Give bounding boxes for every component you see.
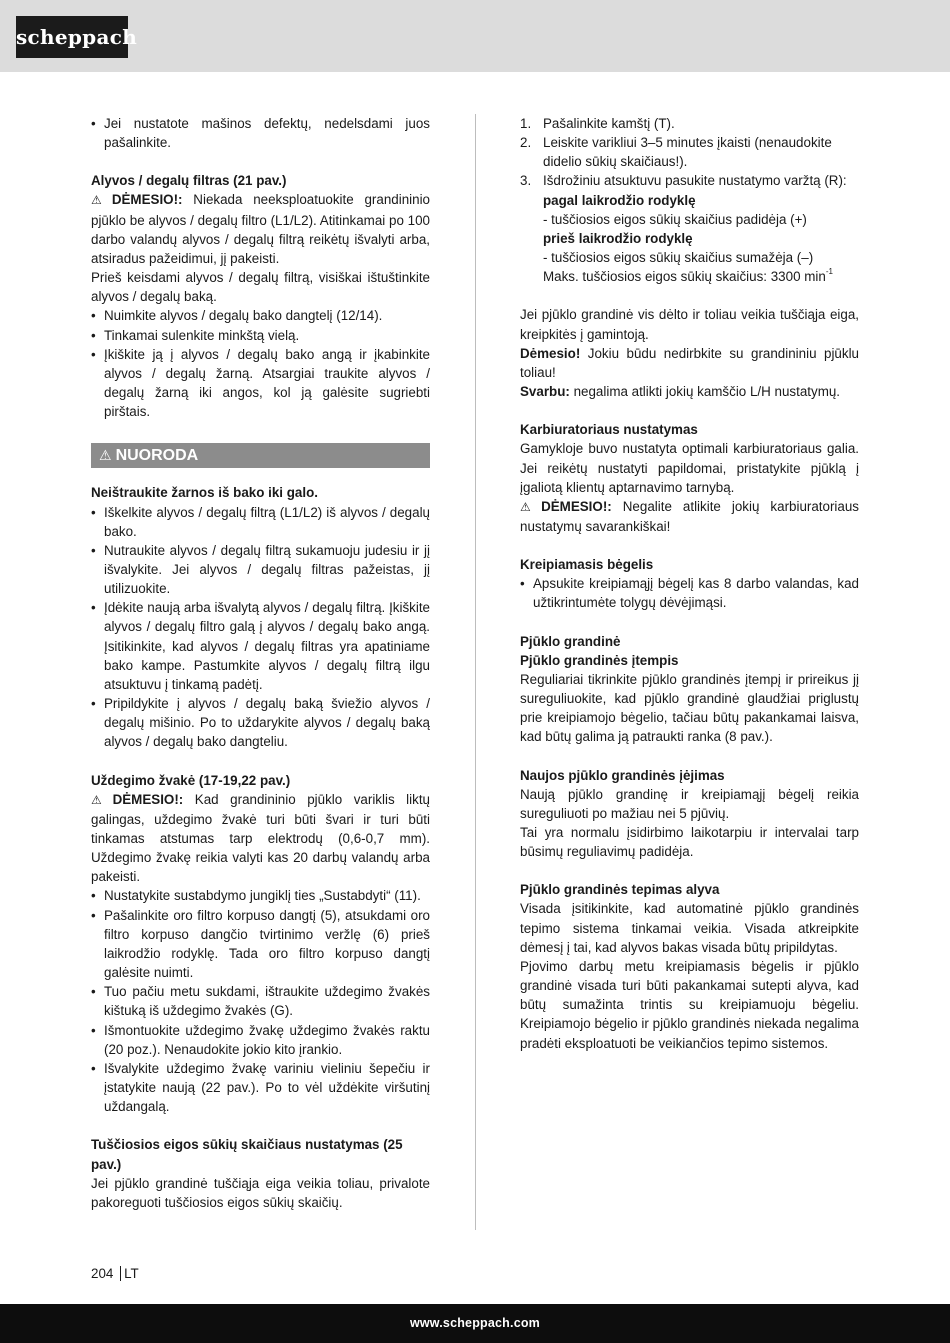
idle-heading: Tuščiosios eigos sūkių skaičiaus nustatymas (25 pav.) bbox=[91, 1137, 403, 1172]
column-divider bbox=[475, 114, 476, 1230]
new-chain-paragraph-1: Naują pjūklo grandinę ir kreipiamąjį bėgelį reikia sureguliuoti po mažiau nei 5 pjūvių. bbox=[520, 786, 859, 821]
notice-heading: Neištraukite žarnos iš bako iki galo. bbox=[91, 485, 318, 501]
step-item: 3. Išdrožiniu atsuktuvu pasukite nustatymo varžtą (R): pagal laikrodžio rodyklę - tuščiosios eigos sūkių skaičius padidėja (+) prieš laikrodžio rodyklę - tuščiosios eigos sūkių skaičius sumažėja (–) Maks. tuščiosios eigos sūkių skaičius: 3300 $\min^{-1}$ bbox=[520, 171, 859, 286]
intro-bullet: • Jei nustatote mašinos defektų, nedelsdami juos pašalinkite. bbox=[91, 114, 430, 152]
notice-box: ⚠ NUORODA bbox=[91, 443, 430, 468]
important-paragraph: Svarbu: negalima atlikti jokių kamščio L/H nustatymų. bbox=[520, 384, 841, 400]
carb-warning-label: ⚠ DĖMESIO!: bbox=[520, 498, 612, 514]
idle-paragraph: Jei pjūklo grandinė tuščiąja eiga veikia toliau, privalote pakoreguoti tuščiosios eigos sūkių skaičių. bbox=[91, 1175, 430, 1210]
cw-text: - tuščiosios eigos sūkių skaičius padidėja (+) bbox=[543, 211, 807, 227]
list-item: • Pripildykite į alyvos / degalų baką šviežio alyvos / degalų mišinio. Po to uždarykite alyvos / degalų baką alyvos / degalų bako dangteliu. bbox=[91, 694, 430, 751]
warning-icon: ⚠ bbox=[91, 792, 110, 807]
warning-icon: ⚠ bbox=[99, 447, 112, 464]
list-item: • Įdėkite naują arba išvalytą alyvos / degalų filtrą. Įkiškite alyvos / degalų filtro galą į alyvos / degalų bako angą. Įsitikinkite, kad alyvos / degalų filtras yra apatiniame bako kampe. Pastumkite alyvos / degalų filtrą ilgu atsuktuvu į tinkamą padėtį. bbox=[91, 598, 430, 694]
oil-heading: Pjūklo grandinės tepimas alyva bbox=[520, 882, 720, 898]
warning-icon: ⚠ bbox=[91, 193, 109, 208]
oil-paragraph-2: Pjovimo darbų metu kreipiamasis bėgelis ir pjūklo grandinė visada turi būti pakankamai sutepti alyva, kad būtų sumažinta trintis su kreipiamuoju bėgeliu. Kreipiamojo bėgelio ir pjūklo grandinės niekada negalima pradėti eksploatuoti be veikiančios tepimo sistemos. bbox=[520, 958, 859, 1051]
spark-heading: Uždegimo žvakė (17-19,22 pav.) bbox=[91, 772, 291, 788]
tension-heading: Pjūklo grandinės įtempis bbox=[520, 652, 679, 668]
spark-warning-label: ⚠ DĖMESIO!: bbox=[91, 791, 184, 807]
max-idle-speed: Maks. tuščiosios eigos sūkių skaičius: 3300 $\min^{-1}$ bbox=[543, 267, 833, 285]
list-item: • Apsukite kreipiamąjį bėgelį kas 8 darbo valandas, kad užtikrintumėte tolygų dėvėjimąsi. bbox=[520, 574, 859, 612]
list-item: • Išvalykite uždegimo žvakę variniu vieliniu šepečiu ir įstatykite naują (22 pav.). Po to vėl uždėkite viršutinį uždangalą. bbox=[91, 1059, 430, 1116]
notice-bullets bbox=[91, 503, 430, 752]
list-item: • Nustatykite sustabdymo jungiklį ties „Sustabdyti“ (11). bbox=[91, 886, 430, 905]
new-chain-heading: Naujos pjūklo grandinės įėjimas bbox=[520, 767, 725, 783]
list-item: • Nuimkite alyvos / degalų bako dangtelį (12/14). bbox=[91, 306, 430, 325]
filter-heading: Alyvos / degalų filtras (21 pav.) bbox=[91, 173, 287, 189]
chain-runs-paragraph: Jei pjūklo grandinė vis dėlto ir toliau veikia tuščiąja eiga, kreipkitės į gamintoją. bbox=[520, 307, 859, 342]
idle-steps bbox=[520, 114, 859, 286]
ccw-text: - tuščiosios eigos sūkių skaičius sumažėja (–) bbox=[543, 250, 814, 266]
caution-paragraph: Dėmesio! Jokiu būdu nedirbkite su grandininiu pjūklu toliau! bbox=[520, 345, 859, 380]
tension-paragraph: Reguliariai tikrinkite pjūklo grandinės įtempį ir prireikus jį sureguliuokite, kad pjūklo grandinė glaudžiai priglustų prie kreipiamojo bėgelio, tačiau būtų pakankamai laisva, kad būtų galima ją patraukti ranka (8 pav.). bbox=[520, 671, 859, 745]
list-item: • Nutraukite alyvos / degalų filtrą sukamuoju judesiu ir jį išvalykite. Jei alyvos / degalų filtras pažeistas, jį utilizuokite. bbox=[91, 541, 430, 598]
brand-logo: scheppach bbox=[16, 16, 128, 58]
list-item: • Iškelkite alyvos / degalų filtrą (L1/L2) iš alyvos / degalų bako. bbox=[91, 503, 430, 541]
list-item: • Pašalinkite oro filtro korpuso dangtį (5), atsukdami oro filtro korpuso dangčio tvirtinimo veržlę (6) prieš laikrodžio rodyklę. Tada oro filtro korpuso dangtį galėsite nuimti. bbox=[91, 906, 430, 983]
important-label: Svarbu: bbox=[520, 384, 570, 400]
carb-heading: Karbiuratoriaus nustatymas bbox=[520, 422, 698, 438]
bar-heading: Kreipiamasis bėgelis bbox=[520, 557, 654, 573]
left-column bbox=[91, 114, 430, 1212]
spark-bullets bbox=[91, 886, 430, 1116]
oil-paragraph-1: Visada įsitikinkite, kad automatinė pjūklo grandinės tepimo sistema tinkamai veikia. Visada atkreipkite dėmesį į tai, kad alyvos bakas visada būtų pripildytas. bbox=[520, 901, 859, 955]
filter-bullets bbox=[91, 306, 430, 421]
page-footer-number: 204 LT bbox=[91, 1266, 139, 1281]
header-band bbox=[0, 0, 950, 72]
filter-warning: ⚠ DĖMESIO!: Niekada neeksploatuokite grandininio pjūklo be alyvos / degalų filtro (L1/L2). Atitinkamai po 100 darbo valandų alyvos / degalų filtrą reikėtų išvalyti arba, atsiradus pažeidimui, jį pakeisti. bbox=[91, 192, 430, 266]
carb-paragraph: Gamykloje buvo nustatyta optimali karbiuratoriaus galia. Jei reikėtų nustatyti papildomai, pristatykite pjūklą į įgaliotą klientų aptarnavimo tarnybą. bbox=[520, 441, 859, 495]
carb-warning: ⚠ DĖMESIO!: Negalite atlikite jokių karbiuratoriaus nustatymų savarankiškai! bbox=[520, 498, 860, 534]
list-item: • Tuo pačiu metu sukdami, ištraukite uždegimo žvakės kištuką iš uždegimo žvakės (G). bbox=[91, 982, 430, 1020]
step-item: 2. Leiskite varikliui 3–5 minutes įkaisti (nenaudokite didelio sūkių skaičiaus!). bbox=[520, 135, 832, 170]
list-item: • Tinkamai sulenkite minkštą vielą. bbox=[91, 326, 430, 345]
filter-warning-label: ⚠ DĖMESIO!: bbox=[91, 192, 183, 208]
footer-band bbox=[0, 1304, 950, 1343]
step-item: 1. Pašalinkite kamštį (T). bbox=[520, 116, 675, 131]
cw-label: pagal laikrodžio rodyklę bbox=[543, 192, 696, 208]
chain-heading: Pjūklo grandinė bbox=[520, 633, 621, 649]
caution-label: Dėmesio! bbox=[520, 345, 581, 361]
new-chain-paragraph-2: Tai yra normalu įsidirbimo laikotarpiu ir intervalai tarp būsimų reguliavimų padidėja. bbox=[520, 825, 859, 860]
footer-url[interactable]: www.scheppach.com bbox=[409, 1316, 540, 1330]
list-item: • Įkiškite ją į alyvos / degalų bako angą ir įkabinkite alyvos / degalų žarną. Atsargiai traukite alyvos / degalų žarną iki angos, kol ją galėsite sugriebti pirštais. bbox=[91, 345, 430, 422]
intro-list bbox=[91, 114, 430, 152]
spark-warning: ⚠ DĖMESIO!: Kad grandininio pjūklo variklis liktų galingas, uždegimo žvakė turi būti švari ir turi būti tinkamas atstumas tarp elektrodų (0,6-0,7 mm). Uždegimo žvakę reikia valyti kas 20 darbų valandų arba pakeisti. bbox=[91, 791, 430, 885]
right-column bbox=[520, 114, 859, 1053]
filter-paragraph: Prieš keisdami alyvos / degalų filtrą, visiškai ištuštinkite alyvos / degalų baką. bbox=[91, 270, 430, 305]
ccw-label: prieš laikrodžio rodyklę bbox=[543, 230, 693, 246]
bar-bullets bbox=[520, 574, 859, 612]
warning-icon: ⚠ bbox=[520, 499, 539, 514]
list-item: • Išmontuokite uždegimo žvakę uždegimo žvakės raktu (20 poz.). Nenaudokite jokio kito įrankio. bbox=[91, 1021, 430, 1059]
